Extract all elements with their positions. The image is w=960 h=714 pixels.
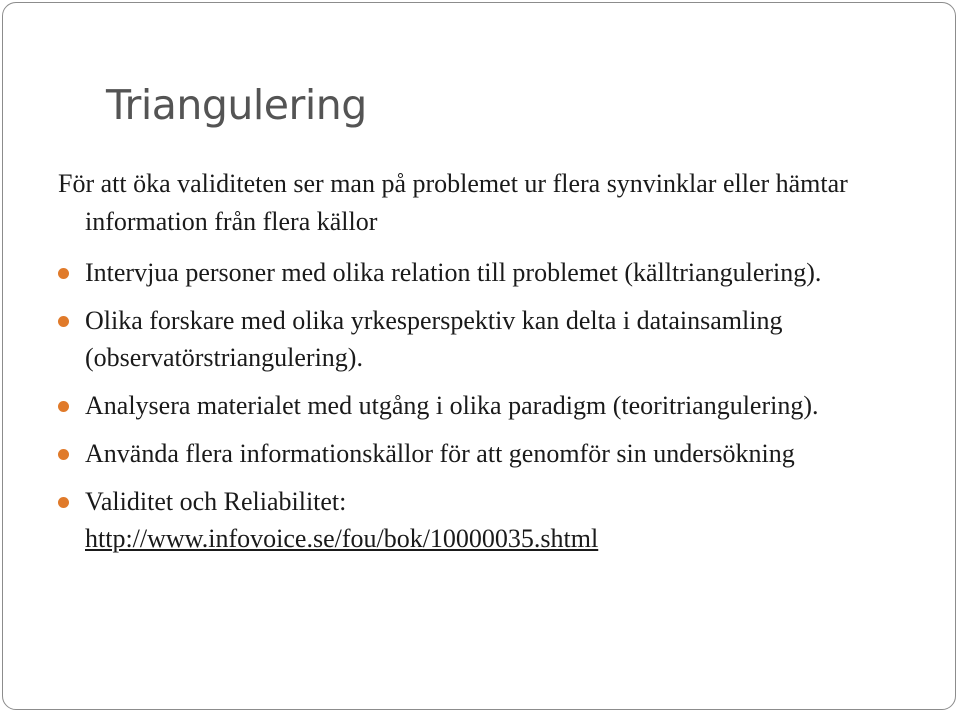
bullet-list	[58, 254, 938, 557]
bullet-item	[58, 302, 938, 376]
bullet-item	[58, 435, 938, 472]
bullet-dot-icon	[58, 316, 69, 327]
slide	[2, 2, 956, 710]
bullet-text: Analysera materialet med utgång i olika paradigm (teoritriangulering).	[85, 391, 819, 420]
bullet-item	[58, 483, 938, 557]
slide-title: Triangulering	[106, 81, 367, 129]
slide-content	[58, 165, 938, 568]
bullet-text: Olika forskare med olika yrkesperspektiv kan delta i datainsamling (observatörstriangulering).	[85, 306, 783, 372]
bullet-item	[58, 387, 938, 424]
bullet-dot-icon	[58, 449, 69, 460]
bullet-text: Använda flera informationskällor för att genomför sin undersökning	[85, 439, 795, 468]
intro-paragraph: För att öka validiteten ser man på problemet ur flera synvinklar eller hämtar information från flera källor	[58, 169, 848, 236]
bullet-text: Intervjua personer med olika relation till problemet (källtriangulering).	[85, 258, 822, 287]
bullet-item	[58, 254, 938, 291]
bullet-dot-icon	[58, 401, 69, 412]
bullet-text: Validitet och Reliabilitet:	[85, 487, 347, 516]
reference-link[interactable]: http://www.infovoice.se/fou/bok/10000035.shtml	[85, 524, 599, 553]
bullet-dot-icon	[58, 268, 69, 279]
bullet-dot-icon	[58, 497, 69, 508]
